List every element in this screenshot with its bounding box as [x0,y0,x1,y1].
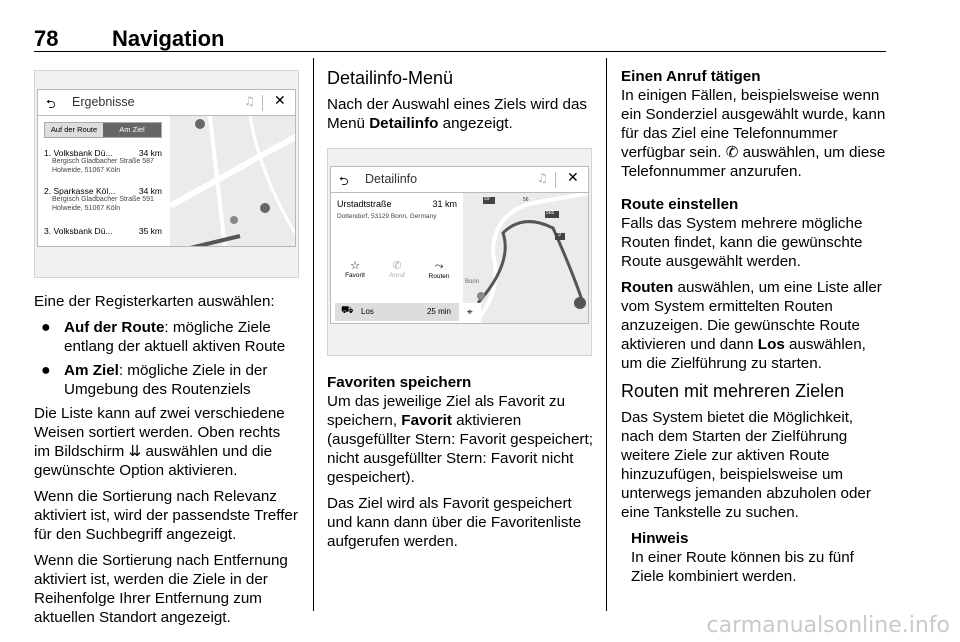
detail-place: Urstadtstraße [337,199,392,209]
text-run-bold: Routen [621,279,674,296]
page-header [34,26,886,52]
col3-routen-text [621,278,889,373]
result-name: 2. Sparkasse Köl... [44,186,116,196]
tab-auf-der-route: Auf der Route [45,123,103,137]
column-divider-1 [313,58,314,611]
col3-anruf-text [621,86,889,181]
los-button [335,303,459,321]
road-label-59: 59 [484,196,490,202]
result-distance: 34 km [138,148,162,158]
text-run: auswählen, um die Zielführung zu starten. [621,336,866,372]
anruf-label: Anruf [389,272,405,279]
star-icon: ☆ [350,259,360,272]
text-run: auswählen, um diese Telefonnummer anzurufen. [621,144,886,180]
page-number: 78 [34,26,59,51]
los-label: Los [361,307,374,316]
result-address-1: Bergisch Gladbacher Straße 587 [52,158,154,165]
results-list [38,116,170,247]
sort-order-icon: ⇊ [128,442,142,460]
column-divider-2 [606,58,607,611]
routes-icon: ⤳ [434,259,444,272]
text-run-bold: Detailinfo [369,115,439,132]
result-name: 3. Volksbank Dü... [44,226,113,236]
detailinfo-heading: Detailinfo-Menü [327,68,454,88]
result-address-2: Holweide, 51067 Köln [52,166,121,174]
tab-bar [44,122,162,138]
text-run-bold: Los [757,336,785,353]
bullet-dot: ● [41,319,51,336]
col3-multi-text: Das System bietet die Möglichkeit, nach dem Starten der Zielführung weitere Ziele zur aktiven Route hinzuzufügen, beispielsweise um unterwegs jemanden abzuholen oder eine Tankstelle zu suchen. [621,409,871,521]
note-title: Hinweis [631,530,689,547]
close-icon: ✕ [274,93,286,109]
phone-icon: ✆ [392,259,402,272]
result-distance: 34 km [138,186,162,196]
bullet-text: : mögliche Ziele in der Umgebung des Routenziels [64,362,268,398]
result-address-1: Bergisch Gladbacher Straße 591 [52,196,154,203]
action-row [331,259,463,295]
text-run: aktivieren (ausgefüllter Stern: Favorit gespeichert; nicht ausgefüllter Stern: Favorit nicht gespeichert). [327,412,593,486]
result-name: 1. Volksbank Dü... [44,148,113,158]
close-icon: ✕ [567,170,579,186]
result-distance: 35 km [138,226,162,236]
detail-address: Dottendorf, 53129 Bonn, Germany [337,213,437,220]
sort-icon: ♫ [244,94,255,108]
back-arrow-icon: ⮌ [46,97,56,111]
column-2-lower [327,373,595,558]
bullet-am-ziel [34,361,300,399]
title-separator [555,172,556,188]
column-3 [621,67,889,593]
anruf-heading: Einen Anruf tätigen [621,68,761,85]
results-title-bar [38,90,296,116]
bullet-term: Am Ziel [64,362,119,379]
title-separator [262,95,263,111]
multi-route-heading: Routen mit mehreren Zielen [621,381,845,401]
favorit-action [335,259,375,279]
column-1 [34,292,300,634]
results-map [170,116,296,247]
detailinfo-screenshot [327,148,592,356]
text-run: Nach der Auswahl eines Ziels wird das Menü [327,96,587,132]
col1-paragraph-distance: Wenn die Sortierung nach Entfernung aktiviert ist, werden die Ziele in der Reihenfolge Ihrer Entfernung zum aktuellen Standort angezeigt. [34,552,288,626]
text-run: Um das jeweilige Ziel als Favorit zu speichern, [327,393,566,429]
text-run: Die Liste kann auf zwei verschiedene Weisen sortiert werden. Oben rechts im Bildschirm [34,405,285,460]
col3-route-text: Falls das System mehrere mögliche Routen findet, kann die gewünschte Route ausgewählt werden. [621,215,863,270]
result-address-2: Holweide, 51067 Köln [52,204,121,212]
routen-label: Routen [428,273,450,280]
bullet-text: : mögliche Ziele entlang der aktuell aktiven Route [64,319,286,355]
bullet-dot: ● [41,362,51,379]
bullet-auf-der-route [34,318,300,356]
sort-icon: ♫ [537,171,548,185]
detailinfo-title-bar [331,167,589,193]
detail-map [463,193,589,324]
col2-intro [327,95,595,133]
note-text: In einer Route können bis zu fünf Ziele kombiniert werden. [631,549,854,585]
phone-icon: ✆ [725,143,739,161]
routen-action [419,259,459,280]
results-title: Ergebnisse [72,95,135,109]
result-item-1 [44,148,162,175]
watermark: carmanualsonline.info [706,613,950,638]
text-run-bold: Favorit [401,412,452,429]
results-screenshot [34,70,299,278]
route-heading: Route einstellen [621,196,739,213]
text-run: auswählen, um eine Liste aller vom System ermittelten Routen anzuzeigen. Die gewünschte Route aktivieren und dann [621,279,882,353]
road-label-565: 565 [546,210,555,216]
los-time: 25 min [426,307,451,316]
text-run: angezeigt. [438,115,513,132]
detail-distance: 31 km [432,199,457,209]
favorit-label: Favorit [345,272,365,279]
back-arrow-icon: ⮌ [339,174,349,188]
tab-am-ziel: Am Ziel [103,123,161,137]
col2-favoriten-saved: Das Ziel wird als Favorit gespeichert und kann dann über die Favoritenliste aufgerufen werden. [327,495,582,550]
result-item-3 [44,226,162,236]
note-block [621,529,889,586]
bullet-term: Auf der Route [64,319,165,336]
section-title: Navigation [112,26,225,51]
anruf-action [377,259,417,279]
column-2 [327,67,595,140]
text-run: auswählen und die gewünschte Option aktivieren. [34,443,273,479]
col1-intro: Eine der Registerkarten auswählen: [34,293,275,310]
detailinfo-title: Detailinfo [365,172,418,186]
col1-paragraph-relevance: Wenn die Sortierung nach Relevanz aktiviert ist, wird der passendste Treffer für den Suchbegriff angezeigt. [34,488,298,543]
results-map-graphic [170,116,296,247]
col1-paragraph-sort [34,404,300,480]
road-label-9: 9 [558,232,561,238]
car-icon: ⛟ [341,305,354,316]
map-city-label: Bonn [465,279,480,285]
detail-map-graphic [463,193,589,324]
col2-favoriten-text [327,392,595,487]
favoriten-heading: Favoriten speichern [327,374,472,391]
result-item-2 [44,186,162,213]
detail-panel [331,193,463,324]
location-pin-icon: ⌖ [467,307,473,318]
text-run: In einigen Fällen, beispielsweise wenn ein Sonderziel ausgewählt wurde, kann für das Ziel eine Telefonnummer verfügbar sein. [621,87,886,161]
road-label-56: 56 [523,197,529,203]
